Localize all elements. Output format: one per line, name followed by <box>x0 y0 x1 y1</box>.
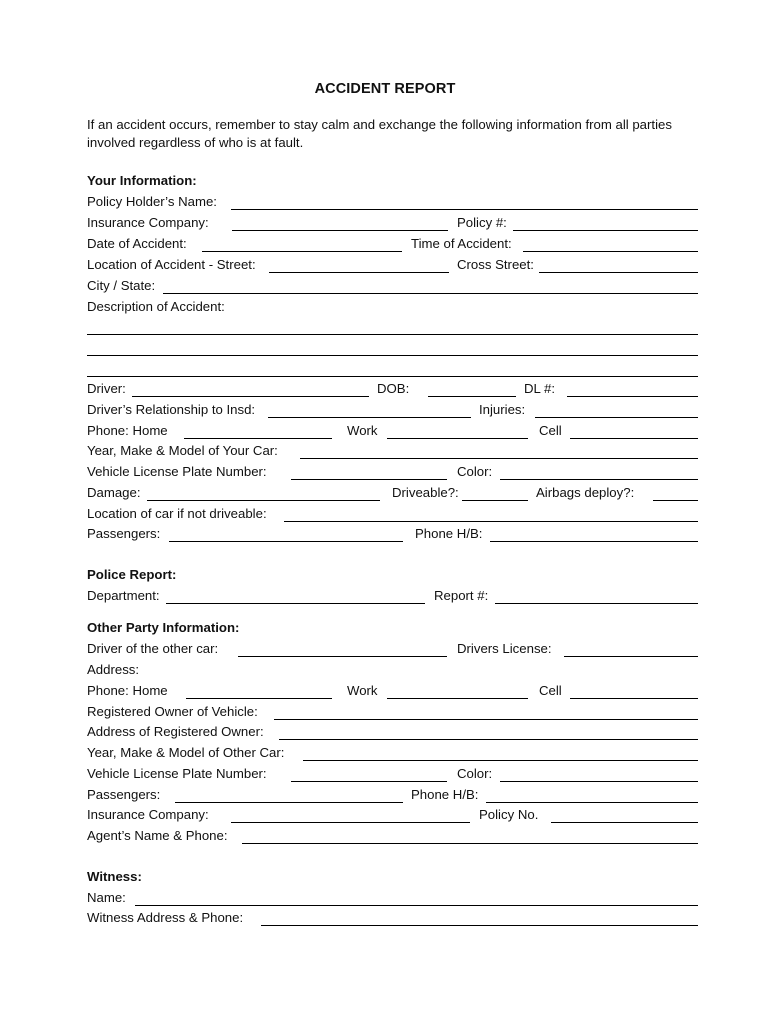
other-insurance-row <box>87 806 698 824</box>
agent-label: Agent’s Name & Phone: <box>87 828 228 843</box>
your-info-heading: Your Information: <box>87 173 197 188</box>
other-policy-label: Policy No. <box>479 807 539 822</box>
plate-label: Vehicle License Plate Number: <box>87 464 267 479</box>
other-car-model-label: Year, Make & Model of Other Car: <box>87 745 285 760</box>
police-report-heading: Police Report: <box>87 567 177 582</box>
date-time-row <box>87 235 698 253</box>
registered-address-field[interactable] <box>279 739 698 740</box>
witness-address-row <box>87 909 698 927</box>
city-state-field[interactable] <box>163 293 698 294</box>
other-car-model-row <box>87 744 698 762</box>
phone-cell-label: Cell <box>539 423 562 438</box>
department-field[interactable] <box>166 603 425 604</box>
description-line-2-row <box>87 339 698 357</box>
your-info-heading-row <box>87 172 698 190</box>
phone-hb-label: Phone H/B: <box>415 526 483 541</box>
relationship-label: Driver’s Relationship to Insd: <box>87 402 256 417</box>
registered-owner-row <box>87 703 698 721</box>
department-label: Department: <box>87 588 160 603</box>
intro-text: If an accident occurs, remember to stay calm and exchange the following information from all parties involved regardless of who is at fault. <box>87 117 672 150</box>
witness-name-row <box>87 889 698 907</box>
damage-field[interactable] <box>147 500 380 501</box>
relationship-row <box>87 401 698 419</box>
other-phone-work-label: Work <box>347 683 378 698</box>
description-label: Description of Accident: <box>87 299 225 314</box>
location-car-field[interactable] <box>284 521 698 522</box>
report-number-label: Report #: <box>434 588 489 603</box>
other-passengers-label: Passengers: <box>87 787 161 802</box>
description-line-2[interactable] <box>87 355 698 356</box>
phone-home-label: Phone: Home <box>87 423 168 438</box>
airbags-field[interactable] <box>653 500 698 501</box>
department-row <box>87 587 698 605</box>
other-color-label: Color: <box>457 766 493 781</box>
description-line-1[interactable] <box>87 334 698 335</box>
damage-row <box>87 484 698 502</box>
other-driver-field[interactable] <box>238 656 447 657</box>
registered-address-label: Address of Registered Owner: <box>87 724 264 739</box>
witness-heading-row <box>87 868 698 886</box>
dl-label: DL #: <box>524 381 556 396</box>
other-phone-cell-field[interactable] <box>570 698 698 699</box>
dl-field[interactable] <box>567 396 698 397</box>
other-phone-hb-field[interactable] <box>486 802 698 803</box>
description-line-3-row <box>87 360 698 378</box>
other-address-row <box>87 661 698 679</box>
insurance-company-label: Insurance Company: <box>87 215 209 230</box>
description-line-1-row <box>87 318 698 336</box>
registered-owner-field[interactable] <box>274 719 698 720</box>
other-phone-hb-label: Phone H/B: <box>411 787 479 802</box>
other-plate-label: Vehicle License Plate Number: <box>87 766 267 781</box>
registered-owner-label: Registered Owner of Vehicle: <box>87 704 258 719</box>
driver-field[interactable] <box>132 396 369 397</box>
car-model-row <box>87 442 698 460</box>
description-row <box>87 298 698 316</box>
time-of-accident-label: Time of Accident: <box>411 236 512 251</box>
phone-work-label: Work <box>347 423 378 438</box>
plate-field[interactable] <box>291 479 447 480</box>
insurance-company-field[interactable] <box>232 230 448 231</box>
passengers-field[interactable] <box>169 541 403 542</box>
insurance-row <box>87 214 698 232</box>
form-title: ACCIDENT REPORT <box>314 81 456 97</box>
cross-street-field[interactable] <box>539 272 698 273</box>
location-street-field[interactable] <box>269 272 449 273</box>
driver-label: Driver: <box>87 381 126 396</box>
other-driver-label: Driver of the other car: <box>87 641 219 656</box>
drivers-license-field[interactable] <box>564 656 698 657</box>
other-party-heading-row <box>87 619 698 637</box>
dob-label: DOB: <box>377 381 410 396</box>
city-state-row <box>87 277 698 295</box>
phone-work-field[interactable] <box>387 438 528 439</box>
policy-number-field[interactable] <box>513 230 698 231</box>
location-car-row <box>87 505 698 523</box>
other-insurance-field[interactable] <box>231 822 470 823</box>
other-phone-home-label: Phone: Home <box>87 683 168 698</box>
dob-field[interactable] <box>428 396 516 397</box>
phone-cell-field[interactable] <box>570 438 698 439</box>
other-policy-field[interactable] <box>551 822 698 823</box>
other-passengers-field[interactable] <box>175 802 403 803</box>
other-address-label: Address: <box>87 662 140 677</box>
car-model-label: Year, Make & Model of Your Car: <box>87 443 278 458</box>
driveable-label: Driveable?: <box>392 485 459 500</box>
city-state-label: City / State: <box>87 278 156 293</box>
policy-holder-field[interactable] <box>231 209 698 210</box>
date-of-accident-field[interactable] <box>202 251 402 252</box>
airbags-label: Airbags deploy?: <box>536 485 635 500</box>
agent-row <box>87 827 698 845</box>
cross-street-label: Cross Street: <box>457 257 534 272</box>
location-street-label: Location of Accident - Street: <box>87 257 256 272</box>
policy-number-label: Policy #: <box>457 215 507 230</box>
injuries-label: Injuries: <box>479 402 526 417</box>
relationship-field[interactable] <box>268 417 471 418</box>
phone-hb-field[interactable] <box>490 541 698 542</box>
color-field[interactable] <box>500 479 698 480</box>
other-plate-field[interactable] <box>291 781 447 782</box>
witness-heading: Witness: <box>87 869 142 884</box>
damage-label: Damage: <box>87 485 141 500</box>
plate-row <box>87 463 698 481</box>
color-label: Color: <box>457 464 493 479</box>
injuries-field[interactable] <box>535 417 698 418</box>
other-party-heading: Other Party Information: <box>87 620 240 635</box>
location-row <box>87 256 698 274</box>
witness-name-field[interactable] <box>135 905 698 906</box>
witness-name-label: Name: <box>87 890 126 905</box>
passengers-label: Passengers: <box>87 526 161 541</box>
other-driver-row <box>87 640 698 658</box>
drivers-license-label: Drivers License: <box>457 641 552 656</box>
location-car-label: Location of car if not driveable: <box>87 506 267 521</box>
time-of-accident-field[interactable] <box>523 251 698 252</box>
registered-address-row <box>87 723 698 741</box>
policy-holder-row <box>87 193 698 211</box>
report-number-field[interactable] <box>495 603 698 604</box>
description-line-3[interactable] <box>87 376 698 377</box>
other-plate-row <box>87 765 698 783</box>
other-phone-row <box>87 682 698 700</box>
driver-row <box>87 380 698 398</box>
other-phone-work-field[interactable] <box>387 698 528 699</box>
date-of-accident-label: Date of Accident: <box>87 236 187 251</box>
police-heading-row <box>87 566 698 584</box>
other-passengers-row <box>87 786 698 804</box>
other-phone-home-field[interactable] <box>186 698 332 699</box>
witness-address-field[interactable] <box>261 925 698 926</box>
other-insurance-label: Insurance Company: <box>87 807 209 822</box>
policy-holder-label: Policy Holder’s Name: <box>87 194 217 209</box>
agent-field[interactable] <box>242 843 698 844</box>
phone-row <box>87 422 698 440</box>
car-model-field[interactable] <box>300 458 698 459</box>
other-color-field[interactable] <box>500 781 698 782</box>
phone-home-field[interactable] <box>184 438 332 439</box>
other-phone-cell-label: Cell <box>539 683 562 698</box>
driveable-field[interactable] <box>462 500 528 501</box>
other-car-model-field[interactable] <box>303 760 698 761</box>
passengers-row <box>87 525 698 543</box>
witness-address-label: Witness Address & Phone: <box>87 910 244 925</box>
